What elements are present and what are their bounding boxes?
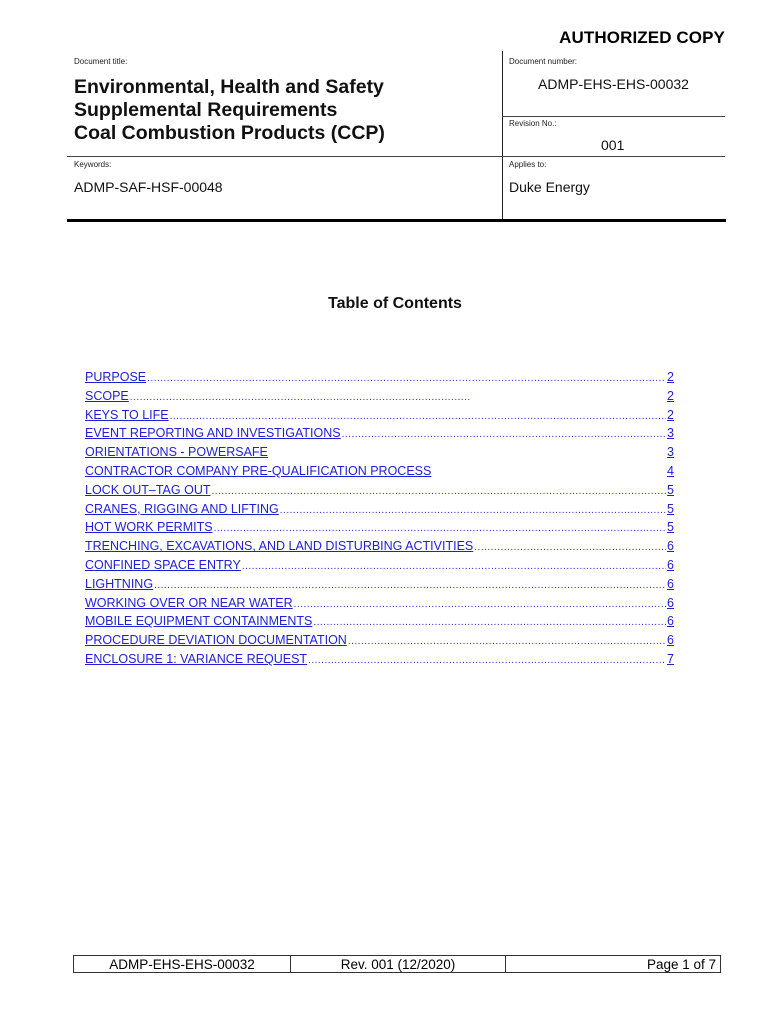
toc-entry-orientations[interactable]	[85, 445, 674, 464]
document-number-label: Document number:	[509, 57, 578, 66]
toc-link[interactable]: TRENCHING, EXCAVATIONS, AND LAND DISTURBING ACTIVITIES	[85, 539, 474, 554]
leader-dots	[280, 505, 666, 516]
leader-dots	[147, 373, 666, 384]
header-divider-vertical	[502, 51, 503, 221]
toc-entry-contractor-prequalification[interactable]	[85, 464, 674, 483]
leader-dots	[130, 392, 470, 403]
toc-page[interactable]: 2	[667, 388, 674, 403]
keywords-value: ADMP-SAF-HSF-00048	[74, 179, 223, 195]
leader-dots	[154, 580, 666, 591]
toc-page[interactable]: 3	[667, 445, 674, 460]
applies-to-label: Applies to:	[509, 160, 547, 169]
toc-page[interactable]: 5	[667, 482, 674, 497]
toc-page[interactable]: 2	[667, 407, 674, 422]
leader-dots	[313, 617, 666, 628]
header-divider-revision	[502, 116, 725, 117]
toc-page[interactable]: 5	[667, 520, 674, 535]
toc-entry-lock-out-tag-out[interactable]	[85, 483, 674, 502]
toc-link[interactable]: SCOPE	[85, 388, 129, 403]
toc-entry-procedure-deviation[interactable]	[85, 633, 674, 652]
authorized-copy-stamp: AUTHORIZED COPY	[559, 28, 725, 47]
document-title-line-3: Coal Combustion Products (CCP)	[74, 122, 385, 144]
leader-dots	[170, 411, 666, 422]
document-title-line-1: Environmental, Health and Safety	[74, 76, 384, 98]
toc-link[interactable]: EVENT REPORTING AND INVESTIGATIONS	[85, 426, 341, 441]
footer-page-number: Page 1 of 7	[646, 956, 716, 972]
toc-link[interactable]: ENCLOSURE 1: VARIANCE REQUEST	[85, 651, 308, 666]
leader-dots	[214, 523, 666, 534]
toc-link[interactable]: CONTRACTOR COMPANY PRE-QUALIFICATION PROCESS	[85, 463, 432, 478]
toc-entry-event-reporting[interactable]	[85, 426, 674, 445]
toc-link[interactable]: WORKING OVER OR NEAR WATER	[85, 595, 293, 610]
toc-entry-keys-to-life[interactable]	[85, 408, 674, 427]
toc-page[interactable]: 3	[667, 426, 674, 441]
toc-entry-hot-work-permits[interactable]	[85, 520, 674, 539]
header-divider-applies	[502, 156, 725, 157]
keywords-label: Keywords:	[74, 160, 112, 169]
toc-link[interactable]: CONFINED SPACE ENTRY	[85, 557, 241, 572]
toc-link[interactable]: PURPOSE	[85, 370, 147, 384]
toc-page[interactable]: 5	[667, 501, 674, 516]
document-title-line-2: Supplemental Requirements	[74, 99, 338, 121]
toc-entry-scope[interactable]	[85, 389, 674, 408]
toc-link[interactable]: MOBILE EQUIPMENT CONTAINMENTS	[85, 614, 313, 629]
toc-list	[85, 370, 674, 671]
toc-entry-trenching[interactable]	[85, 539, 674, 558]
toc-entry-mobile-equipment[interactable]	[85, 614, 674, 633]
revision-label: Revision No.:	[509, 119, 557, 128]
toc-page[interactable]: 6	[667, 539, 674, 554]
toc-link[interactable]: LOCK OUT–TAG OUT	[85, 482, 211, 497]
header-divider-keywords	[67, 156, 502, 157]
leader-dots	[474, 542, 666, 553]
leader-dots	[308, 655, 666, 666]
toc-page[interactable]: 6	[667, 557, 674, 572]
toc-entry-purpose[interactable]	[85, 370, 674, 389]
toc-page[interactable]: 6	[667, 614, 674, 629]
toc-page[interactable]: 6	[667, 633, 674, 648]
leader-dots	[294, 599, 666, 610]
toc-link[interactable]: PROCEDURE DEVIATION DOCUMENTATION	[85, 633, 347, 648]
toc-entry-enclosure-1[interactable]	[85, 652, 674, 671]
applies-to-value: Duke Energy	[509, 179, 590, 195]
toc-entry-lightning[interactable]	[85, 577, 674, 596]
toc-title: Table of Contents	[328, 295, 462, 312]
toc-entry-cranes-rigging[interactable]	[85, 502, 674, 521]
toc-link[interactable]: KEYS TO LIFE	[85, 407, 169, 422]
toc-link[interactable]: HOT WORK PERMITS	[85, 520, 213, 535]
toc-entry-working-over-water[interactable]	[85, 596, 674, 615]
page-footer	[73, 955, 721, 973]
toc-entry-confined-space[interactable]	[85, 558, 674, 577]
toc-page[interactable]: 7	[667, 651, 674, 666]
leader-dots	[242, 561, 666, 572]
footer-document-number: ADMP-EHS-EHS-00032	[74, 956, 291, 972]
leader-dots	[342, 429, 666, 440]
header-bottom-rule	[67, 219, 726, 222]
document-number: ADMP-EHS-EHS-00032	[538, 76, 689, 92]
toc-link[interactable]: LIGHTNING	[85, 576, 154, 591]
document-title-label: Document title:	[74, 57, 128, 66]
toc-page[interactable]: 4	[667, 463, 674, 478]
toc-page[interactable]: 6	[667, 595, 674, 610]
toc-link[interactable]: ORIENTATIONS - POWERSAFE	[85, 445, 268, 460]
document-title	[74, 76, 385, 145]
revision-number: 001	[601, 137, 625, 153]
toc-page[interactable]: 6	[667, 576, 674, 591]
toc-link[interactable]: CRANES, RIGGING AND LIFTING	[85, 501, 279, 516]
leader-dots	[348, 636, 666, 647]
footer-revision: Rev. 001 (12/2020)	[291, 956, 506, 972]
leader-dots	[211, 486, 666, 497]
toc-page[interactable]: 2	[667, 370, 674, 384]
